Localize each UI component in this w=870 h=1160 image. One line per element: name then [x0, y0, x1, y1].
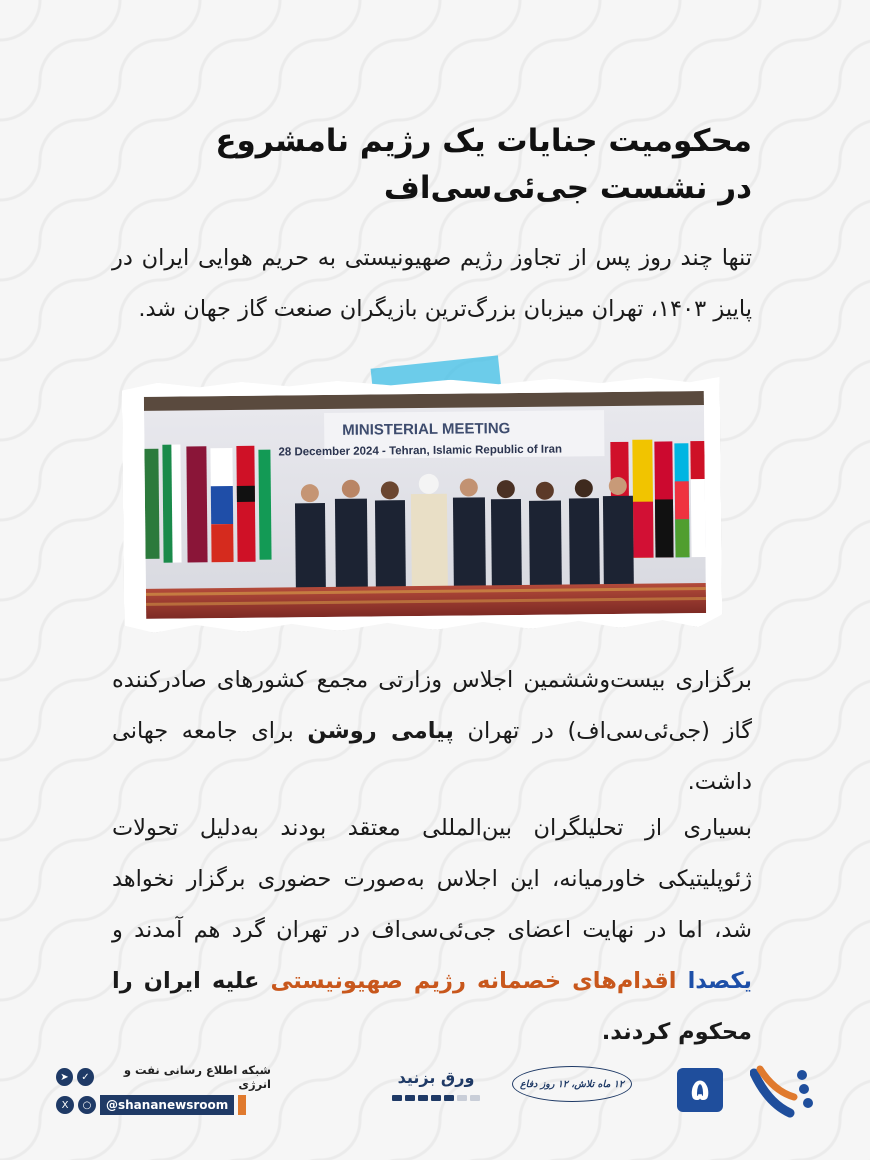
- delegates-group: [295, 472, 634, 596]
- instagram-icon[interactable]: ○: [78, 1096, 96, 1114]
- social-handle[interactable]: @shananewsroom: [100, 1095, 234, 1115]
- slogan-badge: ۱۲ ماه تلاش، ۱۲ روز دفاع: [512, 1066, 632, 1102]
- flag: [258, 450, 271, 560]
- page-dot: [457, 1095, 467, 1101]
- page-dot: [444, 1095, 454, 1101]
- telegram-icon[interactable]: ➤: [56, 1068, 73, 1086]
- page-dot: [470, 1095, 480, 1101]
- channel-five-logo: ۵: [677, 1068, 723, 1112]
- meeting-photo-illustration: [144, 391, 706, 619]
- page-dot: [418, 1095, 428, 1101]
- paragraph2-text-1: برگزاری بیست‌وششمین اجلاس وزارتی مجمع کشورهای صادرکننده گاز (جی‌ئی‌سی‌اف) در تهران: [112, 667, 753, 744]
- paragraph3-text-1: بسیاری از تحلیلگران بین‌المللی معتقد بودند به‌دلیل تحولات ژئوپلیتیکی خاورمیانه، این اجلاس به‌صورت حضوری برگزار نخواهد شد، اما در نهایت اعضای جی‌ئی‌سی‌اف در تهران گرد هم آمدند و: [112, 815, 752, 943]
- paragraph3-blue-phrase: یکصدا: [687, 968, 752, 994]
- paragraph2-bold-phrase: پیامی روشن: [307, 718, 454, 744]
- page-dot: [431, 1095, 441, 1101]
- page-title: [112, 118, 752, 212]
- paragraph2-text-2: برای جامعه جهانی داشت.: [112, 718, 752, 795]
- network-name: شبکه اطلاع رسانی نفت و انرژی: [123, 1063, 271, 1091]
- swipe-label: ورق بزنید: [397, 1068, 475, 1087]
- page-dot: [392, 1095, 402, 1101]
- paragraph-gecf-meeting: [112, 655, 752, 808]
- meeting-photo: [122, 377, 723, 633]
- footer-social: [56, 1063, 271, 1116]
- shana-logo-icon: [750, 1063, 816, 1119]
- intro-paragraph: تنها چند روز پس از تجاوز رژیم صهیونیستی به حریم هوایی ایران در پاییز ۱۴۰۳، تهران میزبان بزرگ‌ترین بازیگران صنعت گاز جهان شد.: [112, 245, 752, 322]
- x-icon[interactable]: X: [56, 1096, 74, 1114]
- paragraph3-bold-end: علیه ایران را محکوم کردند.: [112, 968, 752, 1045]
- paragraph3-orange-phrase: اقدام‌های خصمانه رژیم صهیونیستی: [270, 968, 688, 994]
- flag: [236, 446, 255, 562]
- page-dots: [386, 1095, 486, 1101]
- page-dot: [405, 1095, 415, 1101]
- flag: [144, 449, 159, 559]
- title-line-1: محکومیت جنایات یک رژیم نامشروع: [215, 123, 752, 159]
- banner-subtitle: 28 December 2024 - Tehran, Islamic Republic of Iran: [278, 443, 563, 459]
- banner-title: MINISTERIAL MEETING: [342, 420, 511, 439]
- flag: [186, 446, 207, 562]
- title-line-2: در نشست جی‌ئی‌سی‌اف: [383, 170, 752, 206]
- handle-accent-bar: [238, 1095, 246, 1115]
- check-icon[interactable]: ✓: [77, 1068, 94, 1086]
- paragraph-analysts: [112, 803, 752, 1058]
- swipe-hint[interactable]: [386, 1068, 486, 1101]
